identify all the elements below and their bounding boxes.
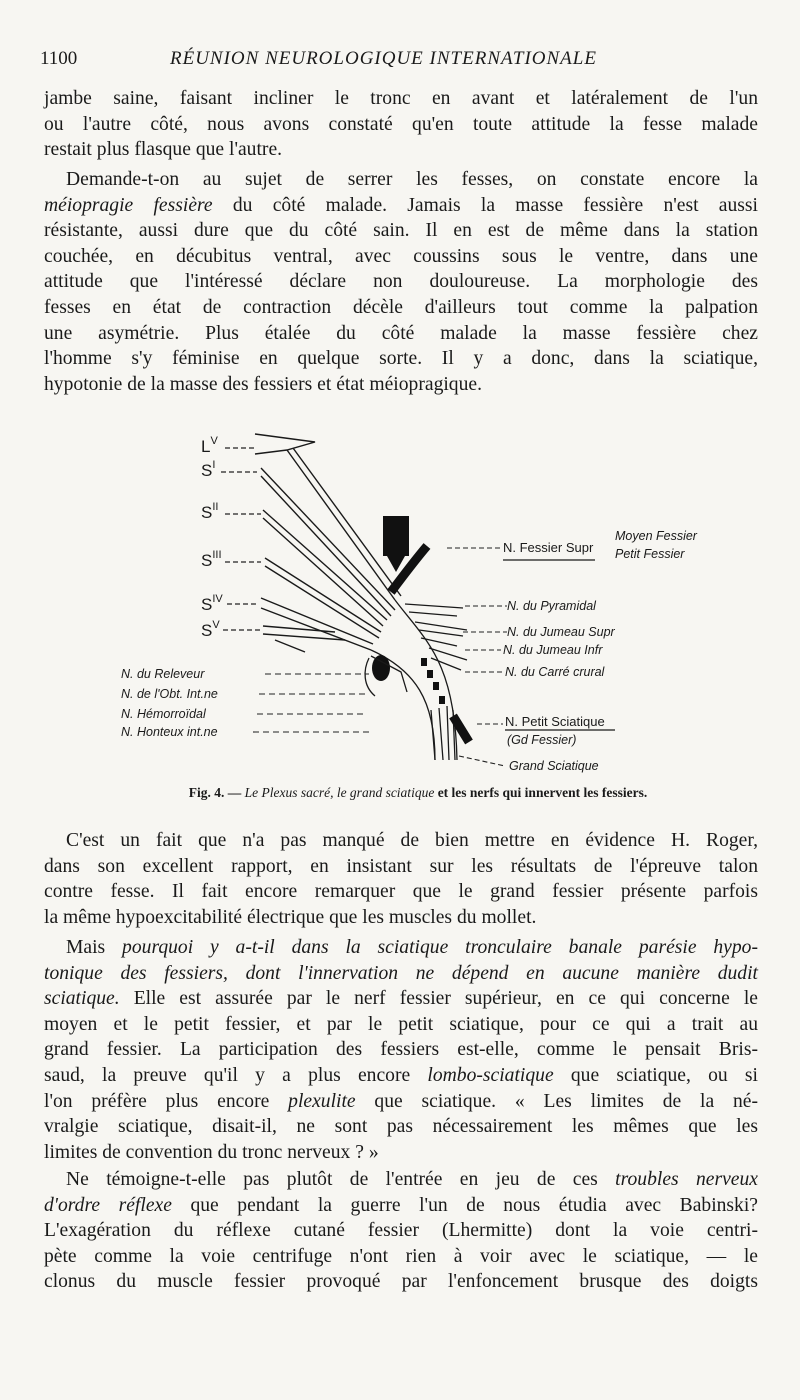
text-span: Ne témoigne-t-elle pas plutôt de l'entrée en jeu de ces: [66, 1169, 616, 1190]
text-line: [44, 986, 758, 1012]
text-span: saud, la preuve qu'il y a plus encore: [44, 1064, 428, 1086]
label-fessier-sup: N. Fessier Supr: [503, 540, 594, 555]
text-line: [44, 961, 758, 987]
paragraph-3: [44, 828, 758, 930]
text-line: ou l'autre côté, nous avons constaté qu'en toute attitude la fesse malade: [44, 113, 758, 135]
text-span: que pendant la guerre l'un de nous étudia avec Babinski?: [171, 1194, 758, 1216]
text-span: Elle est assurée par le nerf fessier supérieur, en ce qui concerne le: [119, 988, 758, 1010]
text-line: limites de convention du tronc nerveux ? »: [44, 1141, 379, 1163]
text-span: du côté malade. Jamais la masse fessière n'est aussi: [212, 194, 758, 216]
text-line: attitude que l'intéressé déclare non douloureuse. La morphologie des: [44, 271, 758, 293]
text-line: moyen et le petit fessier, et par le petit sciatique, pour ce qui a trait au: [44, 1013, 758, 1035]
root-leaders: [221, 448, 261, 630]
text-line: restait plus flasque que l'autre.: [44, 139, 283, 161]
label-jumeau-sup: N. du Jumeau Supr: [507, 625, 615, 639]
label-gd-fessier: (Gd Fessier): [507, 733, 577, 747]
text-line: fesses en état de contraction décèle d'ailleurs tout comme la palpation: [44, 296, 758, 318]
text-line: résistante, aussi dure que du côté sain. Il en est de même dans la station: [44, 220, 758, 242]
text-line: une asymétrie. Plus étalée du côté malade la masse fessière chez: [44, 322, 758, 344]
text-span: Mais: [66, 937, 123, 958]
label-petit-fessier: Petit Fessier: [615, 547, 685, 561]
italic-span: sciatique.: [44, 988, 120, 1010]
root-label-s2: $S^{II}$: [201, 501, 219, 522]
page-number: 1100: [40, 48, 78, 69]
text-line: [44, 1063, 758, 1089]
italic-term: méiopragie fessière: [44, 194, 213, 216]
text-line: grand fessier. La participation des fessiers est-elle, comme le pensait Bris-: [44, 1039, 758, 1061]
caption-italic: Le Plexus sacré, le grand sciatique: [244, 785, 435, 800]
dotted-marks: [421, 658, 445, 704]
root-label-s5: $S^V$: [201, 619, 220, 640]
text-span: que sciatique. « Les limites de la né-: [355, 1090, 758, 1112]
label-pyramidal: N. du Pyramidal: [507, 599, 596, 613]
root-label-s3: $S^{III}$: [201, 549, 222, 570]
label-grand-sciatique: Grand Sciatique: [509, 759, 599, 773]
text-line: [44, 935, 758, 961]
text-span: l'on préfère plus encore: [44, 1090, 289, 1112]
running-header: [40, 44, 760, 74]
italic-span: lombo-sciatique: [427, 1064, 554, 1086]
text-line: couchée, en décubitus ventral, avec coussins sous le ventre, dans une: [44, 245, 758, 267]
label-hemorroidal: N. Hémorroïdal: [121, 707, 206, 721]
text-line: contre fesse. Il fait encore remarquer que le grand fessier présente parfois: [44, 881, 758, 903]
text-span: que sciatique, ou si: [553, 1064, 759, 1086]
muscle-tip: [387, 556, 405, 572]
paragraph-4: [44, 935, 758, 1165]
obturator-oval: [372, 655, 390, 681]
text-line: L'exagération du réflexe cutané fessier (Lhermitte) dont la voie centri-: [44, 1220, 758, 1242]
label-releveur: N. du Releveur: [121, 667, 205, 681]
sacral-plexus-figure: [121, 420, 697, 780]
root-label-s1: $S^I$: [201, 459, 216, 480]
italic-span: troubles nerveux: [615, 1169, 758, 1190]
text-line: jambe saine, faisant incliner le tronc en avant et latéralement de l'un: [44, 88, 758, 109]
italic-span: plexulite: [288, 1090, 356, 1112]
text-line: pète comme la voie centrifuge n'ont rien à voir avec le sciatique, — le: [44, 1245, 758, 1267]
italic-span: d'ordre réflexe: [44, 1194, 172, 1216]
label-jumeau-inf: N. du Jumeau Infr: [503, 643, 603, 657]
running-title: RÉUNION NEUROLOGIQUE INTERNATIONALE: [170, 48, 597, 69]
caption-rest: et les nerfs qui innervent les fessiers.: [434, 785, 648, 800]
root-label-s4: $S^{IV}$: [201, 593, 223, 614]
text-line: vralgie sciatique, disait-il, ne sont pas nécessairement les mêmes que les: [44, 1116, 758, 1138]
paragraph-2: [44, 167, 758, 397]
text-line: [44, 1167, 758, 1193]
label-carre-crural: N. du Carré crural: [505, 665, 605, 679]
text-line: clonus du muscle fessier provoqué par l'enfoncement brusque des doigts: [44, 1271, 758, 1293]
muscle-stub: [383, 516, 409, 556]
label-obt-int: N. de l'Obt. Int.ne: [121, 687, 218, 701]
italic-span: pourquoi y a-t-il dans la sciatique tronculaire banale parésie hypo-: [122, 937, 758, 958]
text-line: [44, 1193, 758, 1219]
paragraph-5: [44, 1167, 758, 1295]
figure-caption: [118, 785, 718, 801]
text-line: [44, 193, 758, 219]
text-line: Demande-t-on au sujet de serrer les fesses, on constate encore la: [66, 169, 758, 190]
paragraph-1: [44, 86, 758, 163]
figure-number: Fig. 4. —: [188, 785, 242, 800]
text-line: [44, 1089, 758, 1115]
root-label-l5: $L^V$: [201, 435, 218, 456]
text-line: C'est un fait que n'a pas manqué de bien mettre en évidence H. Roger,: [66, 830, 758, 851]
italic-span: tonique des fessiers, dont l'innervation ne dépend en aucune manière dudit: [44, 962, 758, 984]
text-line: hypotonie de la masse des fessiers et état méiopragique.: [44, 373, 482, 395]
label-moyen-fessier: Moyen Fessier: [615, 529, 697, 543]
label-honteux: N. Honteux int.ne: [121, 725, 218, 739]
text-line: la même hypoexcitabilité électrique que les muscles du mollet.: [44, 906, 537, 928]
label-petit-sciatique: N. Petit Sciatique: [505, 714, 605, 729]
text-line: l'homme s'y féminise en quelque sorte. Il y a donc, dans la sciatique,: [44, 348, 758, 370]
text-line: dans son excellent rapport, en insistant sur les résultats de l'épreuve talon: [44, 855, 758, 877]
nerve-roots: [255, 434, 401, 652]
left-leaders: [253, 674, 371, 732]
